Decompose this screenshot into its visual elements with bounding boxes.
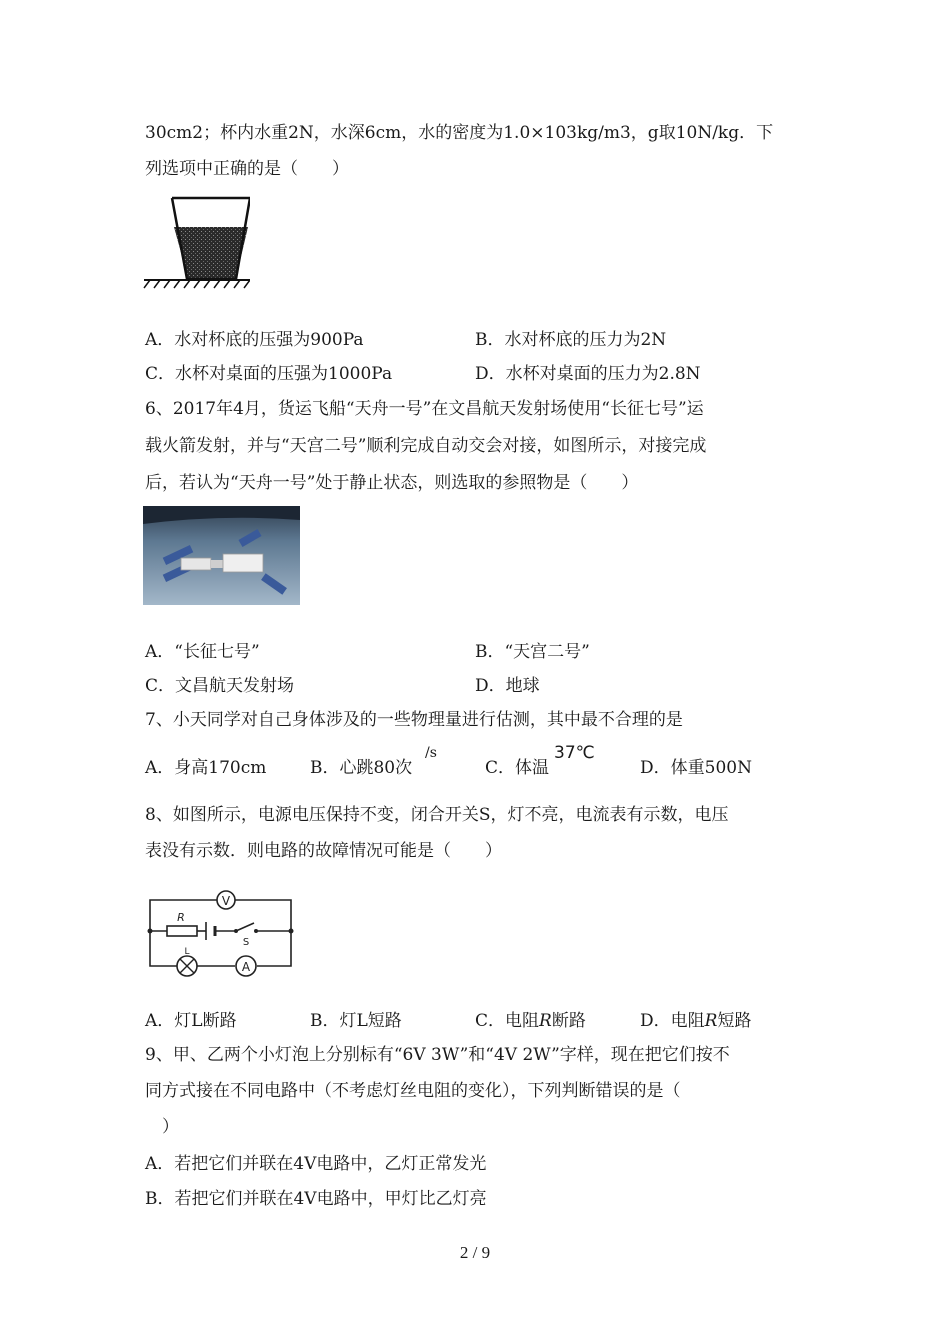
junction-right [289, 929, 294, 934]
ammeter-label: A [241, 960, 251, 974]
q8-option-d-symbol: R [704, 1011, 718, 1031]
q7-option-c: C．体温 [485, 758, 550, 778]
q5-option-d: D．水杯对桌面的压力为2.8N [475, 364, 701, 384]
q9-line-3: ） [145, 1117, 179, 1137]
table-hatching [144, 280, 250, 288]
q6-line-1: 6、2017年4月，货运飞船“天舟一号”在文昌航天发射场使用“长征七号”运 [145, 399, 704, 419]
q9-line-2: 同方式接在不同电路中（不考虑灯丝电阻的变化），下列判断错误的是（ [145, 1081, 681, 1101]
switch-label: S [242, 937, 250, 948]
q8-option-c [475, 1009, 586, 1033]
q8-option-a: A．灯L断路 [145, 1011, 237, 1031]
q7-option-b: B．心跳80次 [310, 758, 413, 778]
q8-option-b: B．灯L短路 [310, 1011, 402, 1031]
q5-line-2: 列选项中正确的是（ ） [145, 159, 349, 179]
q6-line-2: 载火箭发射，并与“天宫二号”顺利完成自动交会对接，如图所示，对接完成 [145, 436, 707, 456]
water-cup-figure [140, 190, 250, 294]
q6-option-d: D．地球 [475, 676, 540, 696]
q7-option-c-value: 37℃ [554, 743, 595, 763]
q8-option-d-prefix: D．电阻 [640, 1011, 705, 1031]
q8-option-c-prefix: C．电阻 [475, 1011, 540, 1031]
q9-line-1: 9、甲、乙两个小灯泡上分别标有“6V 3W”和“4V 2W”字样，现在把它们按不 [145, 1045, 730, 1065]
q9-option-a: A．若把它们并联在4V电路中，乙灯正常发光 [145, 1154, 487, 1174]
q5-option-b: B．水对杯底的压力为2N [475, 330, 667, 350]
q7-line: 7、小天同学对自己身体涉及的一些物理量进行估测，其中最不合理的是 [145, 710, 683, 730]
q7-option-a: A．身高170cm [145, 758, 267, 778]
q6-option-c: C．文昌航天发射场 [145, 676, 295, 696]
q7-option-b-unit: /s [425, 745, 437, 761]
q9-option-b: B．若把它们并联在4V电路中，甲灯比乙灯亮 [145, 1189, 487, 1209]
resistor-label: R [177, 911, 185, 924]
q8-option-d [640, 1009, 751, 1033]
q8-option-c-symbol: R [539, 1011, 552, 1031]
resistor-symbol [167, 926, 197, 936]
q8-line-2: 表没有示数．则电路的故障情况可能是（ ） [145, 841, 502, 861]
switch-pivot [234, 929, 238, 933]
q8-line-1: 8、如图所示，电源电压保持不变，闭合开关S，灯不亮，电流表有示数，电压 [145, 805, 729, 825]
circuit-diagram [143, 878, 296, 980]
space-station-photo [143, 506, 300, 605]
q6-line-3: 后，若认为“天舟一号”处于静止状态，则选取的参照物是（ ） [145, 473, 639, 493]
q5-option-a: A．水对杯底的压强为900Pa [145, 330, 364, 350]
q8-option-c-suffix: 断路 [551, 1011, 586, 1031]
q6-option-b: B．“天宫二号” [475, 642, 590, 662]
voltmeter-label: V [221, 894, 231, 908]
switch-contact [254, 929, 258, 933]
lamp-label: L [184, 947, 190, 957]
q7-option-d: D．体重500N [640, 758, 752, 778]
q8-option-d-suffix: 短路 [717, 1011, 752, 1031]
page-number: 2 / 9 [459, 1243, 491, 1262]
q5-line-1: 30cm2；杯内水重2N，水深6cm，水的密度为1.0×103kg/m3，g取10N/kg．下 [145, 123, 774, 143]
q5-option-c: C．水杯对桌面的压强为1000Pa [145, 364, 393, 384]
q6-option-a: A．“长征七号” [145, 642, 260, 662]
junction-left [148, 929, 153, 934]
